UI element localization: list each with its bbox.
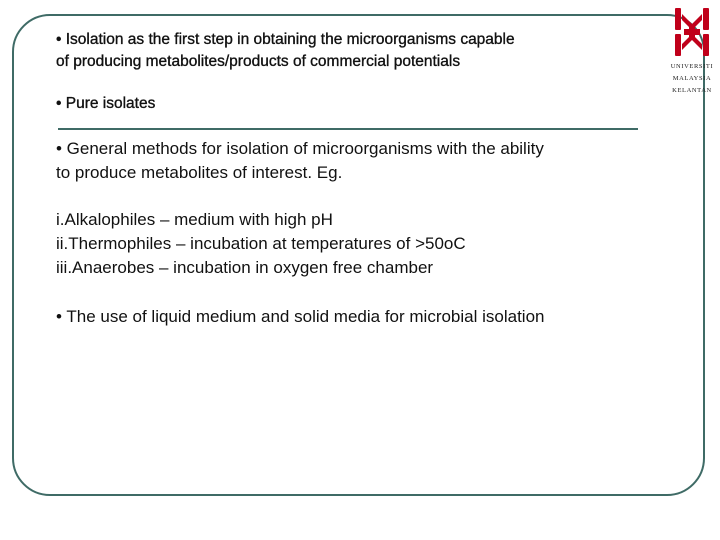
- bullet-general-methods-line2: to produce metabolites of interest. Eg.: [56, 163, 343, 182]
- logo-text-malaysia: MALAYSIA: [672, 75, 712, 82]
- list-item-alkalophiles: i.Alkalophiles – medium with high pH: [56, 210, 333, 229]
- umk-emblem-icon: [672, 6, 712, 58]
- bullet-general-methods-line1: • General methods for isolation of microorganisms with the ability: [56, 139, 544, 158]
- logo-text-universiti: UNIVERSITI: [670, 63, 714, 70]
- bullet-isolation-line2: of producing metabolites/products of commercial potentials: [56, 53, 461, 70]
- bullet-isolation-line1: • Isolation as the first step in obtaining the microorganisms capable: [56, 31, 515, 48]
- list-item-thermophiles: ii.Thermophiles – incubation at temperatures of >50oC: [56, 234, 466, 253]
- logo-text-kelantan: KELANTAN: [672, 87, 712, 94]
- bullet-pure-isolates: • Pure isolates: [56, 95, 156, 112]
- section-divider: [58, 128, 638, 130]
- bullet-liquid-solid-media: • The use of liquid medium and solid media for microbial isolation: [56, 307, 545, 326]
- umk-logo: [666, 6, 718, 98]
- list-item-anaerobes: iii.Anaerobes – incubation in oxygen free chamber: [56, 258, 434, 277]
